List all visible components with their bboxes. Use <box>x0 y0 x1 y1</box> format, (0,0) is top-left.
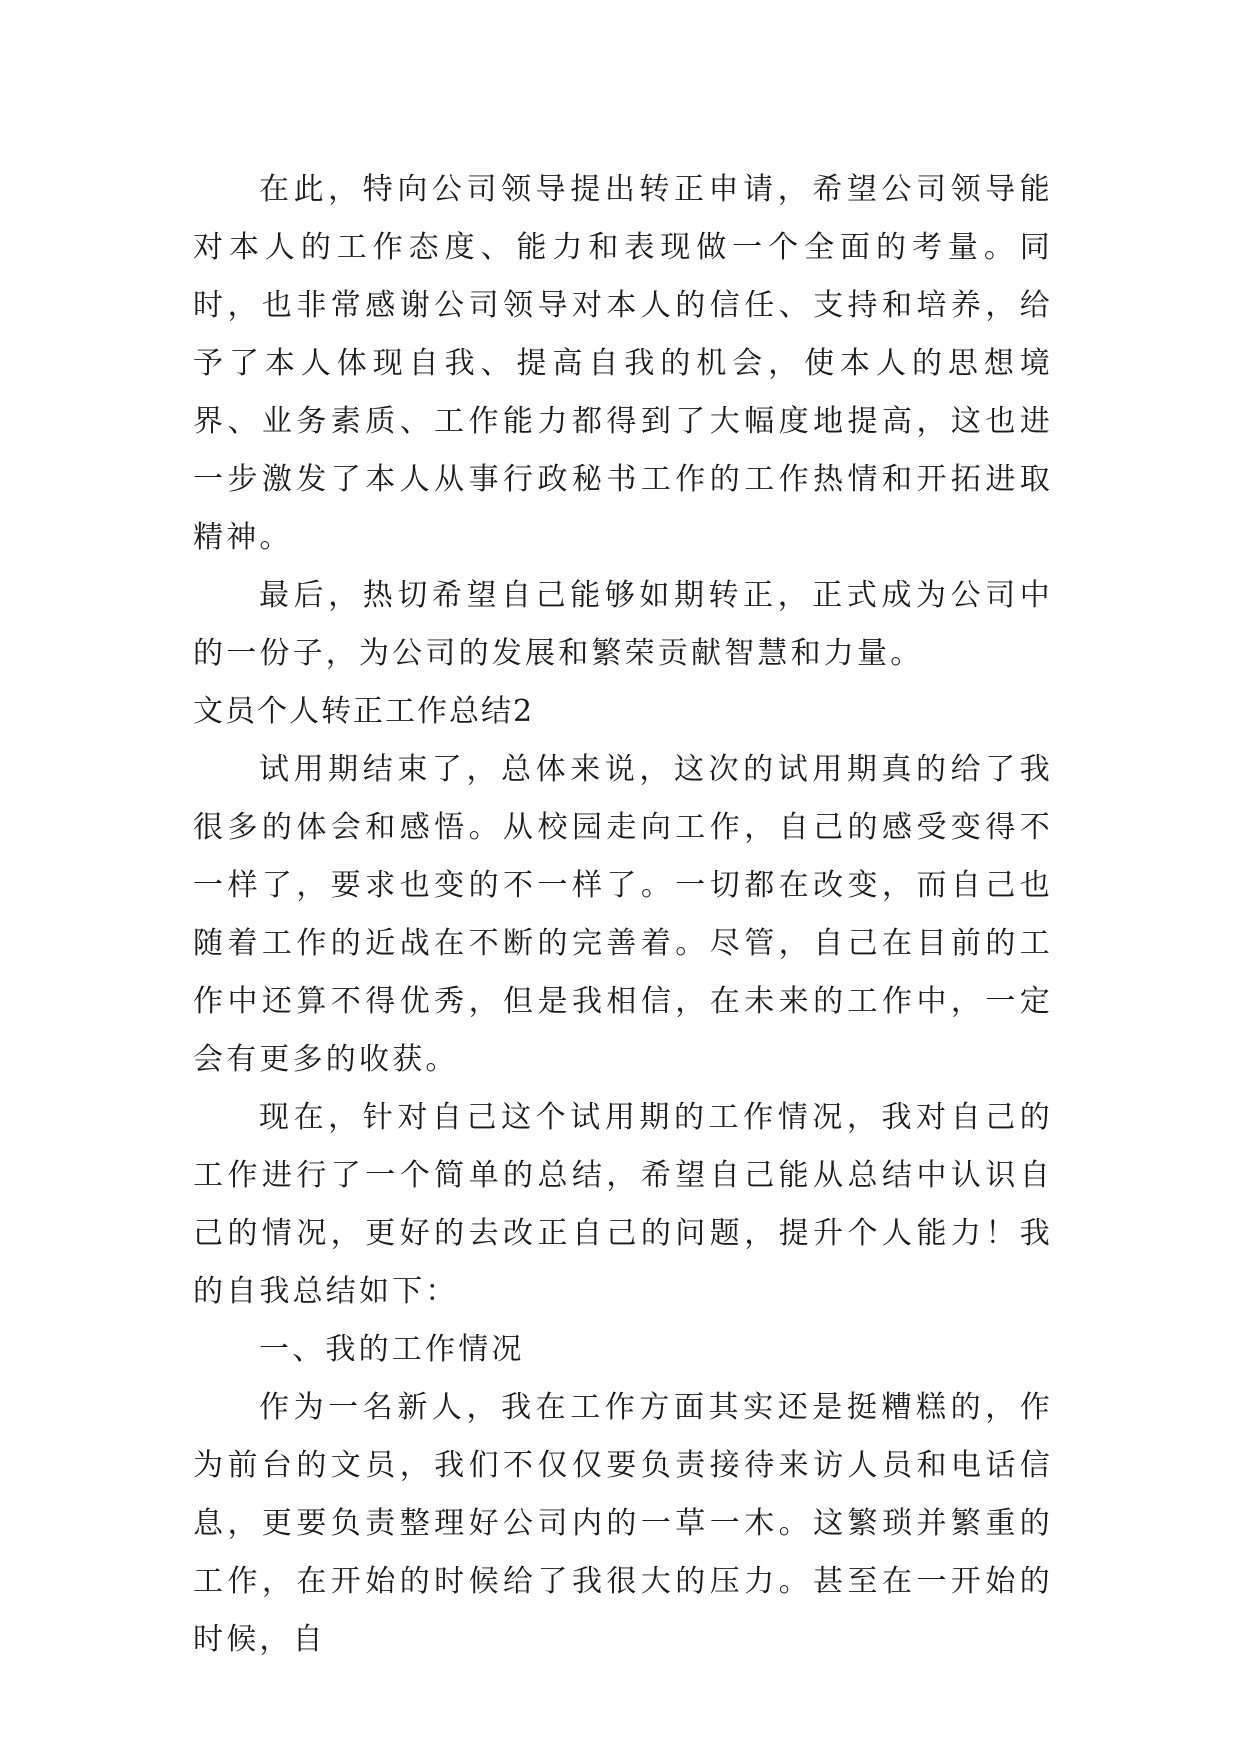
paragraph-closing: 最后，热切希望自己能够如期转正，正式成为公司中的一份子，为公司的发展和繁荣贡献智慧和力量。 <box>193 578 1053 671</box>
document-body <box>193 161 1053 1669</box>
section-title: 文员个人转正工作总结2 <box>193 694 535 729</box>
paragraph-probation-summary: 试用期结束了，总体来说，这次的试用期真的给了我很多的体会和感悟。从校园走向工作，自己的感受变得不一样了，要求也变的不一样了。一切都在改变，而自己也随着工作的近战在不断的完善着。尽管，自己在目前的工作中还算不得优秀，但是我相信，在未来的工作中，一定会有更多的收获。 <box>193 752 1053 1077</box>
paragraph-application: 在此，特向公司领导提出转正申请，希望公司领导能对本人的工作态度、能力和表现做一个全面的考量。同时，也非常感谢公司领导对本人的信任、支持和培养，给予了本人体现自我、提高自我的机会，使本人的思想境界、业务素质、工作能力都得到了大幅度地提高，这也进一步激发了本人从事行政秘书工作的工作热情和开拓进取精神。 <box>193 172 1053 555</box>
paragraph-self-review: 现在，针对自己这个试用期的工作情况，我对自己的工作进行了一个简单的总结，希望自己能从总结中认识自己的情况，更好的去改正自己的问题，提升个人能力！我的自我总结如下： <box>193 1100 1053 1309</box>
subheading-work-situation: 一、我的工作情况 <box>259 1332 525 1367</box>
paragraph-work-details: 作为一名新人，我在工作方面其实还是挺糟糕的，作为前台的文员，我们不仅仅要负责接待来访人员和电话信息，更要负责整理好公司内的一草一木。这繁琐并繁重的工作，在开始的时候给了我很大的压力。甚至在一开始的时候，自 <box>193 1390 1053 1657</box>
